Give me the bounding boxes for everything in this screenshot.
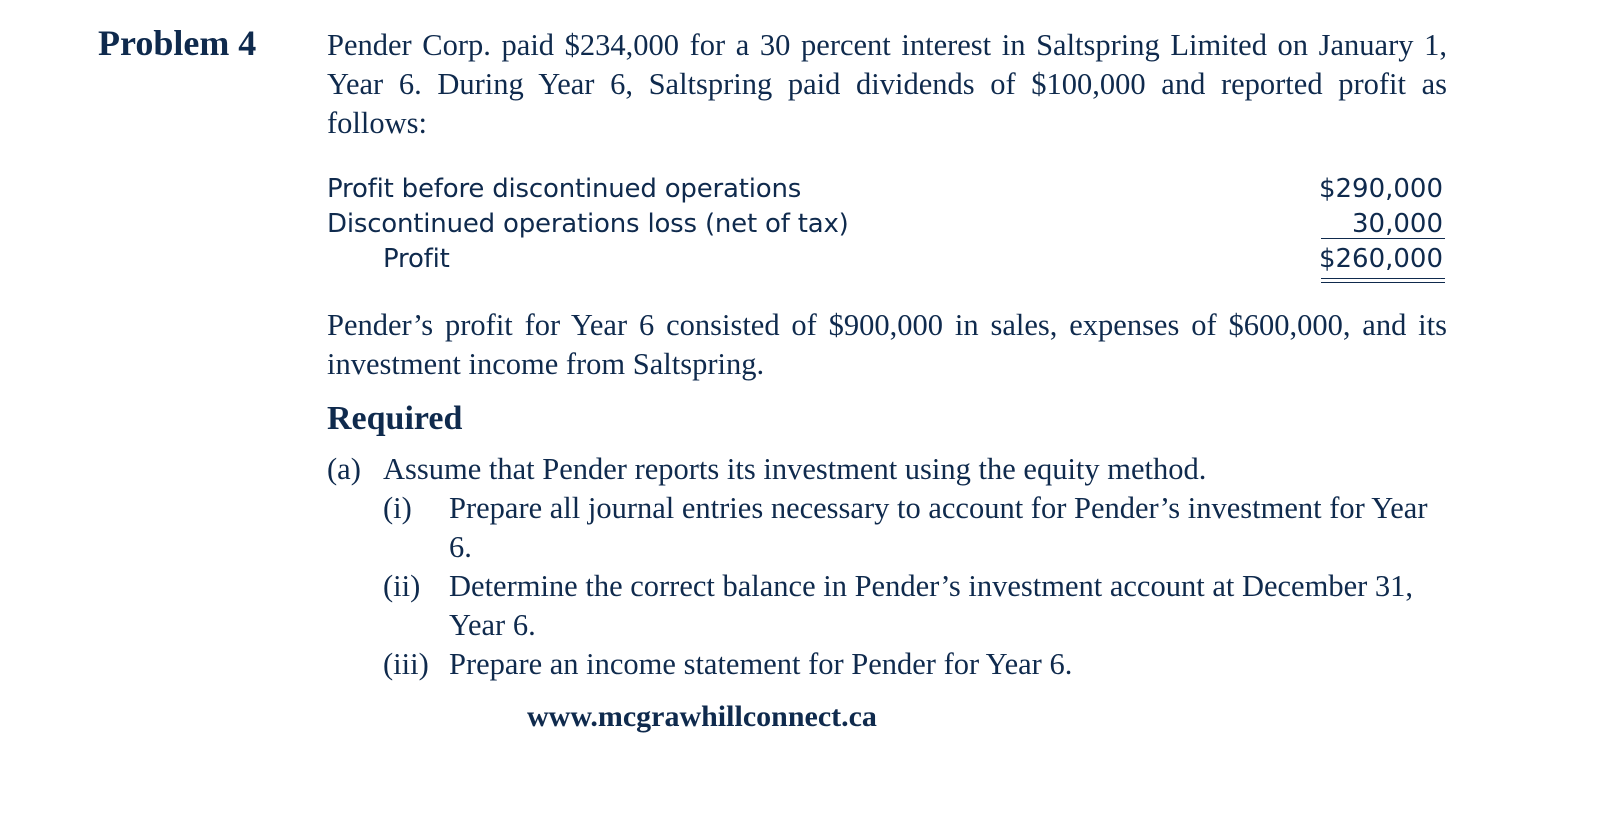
intro-paragraph: Pender Corp. paid $234,000 for a 30 percent interest in Saltspring Limited on January 1, Year 6. During Year 6, Saltspring paid dividends of $100,000 and reported profit as follows:	[327, 28, 1447, 140]
pender-profit-paragraph	[327, 306, 1447, 384]
total-double-rule	[1321, 278, 1445, 283]
row-amount: $290,000	[1318, 174, 1443, 204]
requirement-marker: (a)	[327, 452, 361, 486]
row-label: Profit	[383, 244, 450, 274]
sub-marker: (i)	[383, 491, 412, 525]
sub-text: Prepare an income statement for Pender for Year 6.	[449, 647, 1073, 681]
table-row	[327, 207, 1445, 242]
requirement-a	[327, 450, 1449, 684]
row-amount: 30,000	[1352, 209, 1443, 239]
required-heading: Required	[327, 400, 463, 437]
row-label: Profit before discontinued operations	[327, 174, 802, 204]
paragraph-text: Pender’s profit for Year 6 consisted of $900,000 in sales, expenses of $600,000, and its investment income from Saltspring.	[327, 308, 1447, 381]
table-row	[327, 172, 1445, 207]
subtotal-rule	[1321, 238, 1445, 239]
table-row	[327, 242, 1445, 277]
sub-marker: (ii)	[383, 569, 421, 603]
requirement-text: Assume that Pender reports its investment using the equity method.	[383, 452, 1207, 486]
requirements-list	[327, 450, 1449, 684]
problem-intro	[327, 26, 1447, 143]
problem-number: Problem 4	[98, 23, 257, 63]
profit-table	[327, 172, 1445, 277]
sub-requirements	[383, 489, 1449, 684]
sub-requirement-ii	[383, 567, 1449, 645]
sub-requirement-iii	[383, 645, 1449, 684]
sub-text: Prepare all journal entries necessary to account for Pender’s investment for Year 6.	[449, 491, 1428, 564]
sub-text: Determine the correct balance in Pender’s investment account at December 31, Year 6.	[449, 569, 1414, 642]
sub-requirement-i	[383, 489, 1449, 567]
website-link[interactable]: www.mcgrawhillconnect.ca	[527, 700, 877, 733]
row-label: Discontinued operations loss (net of tax)	[327, 209, 849, 239]
row-amount: $260,000	[1318, 244, 1443, 274]
sub-marker: (iii)	[383, 647, 429, 681]
